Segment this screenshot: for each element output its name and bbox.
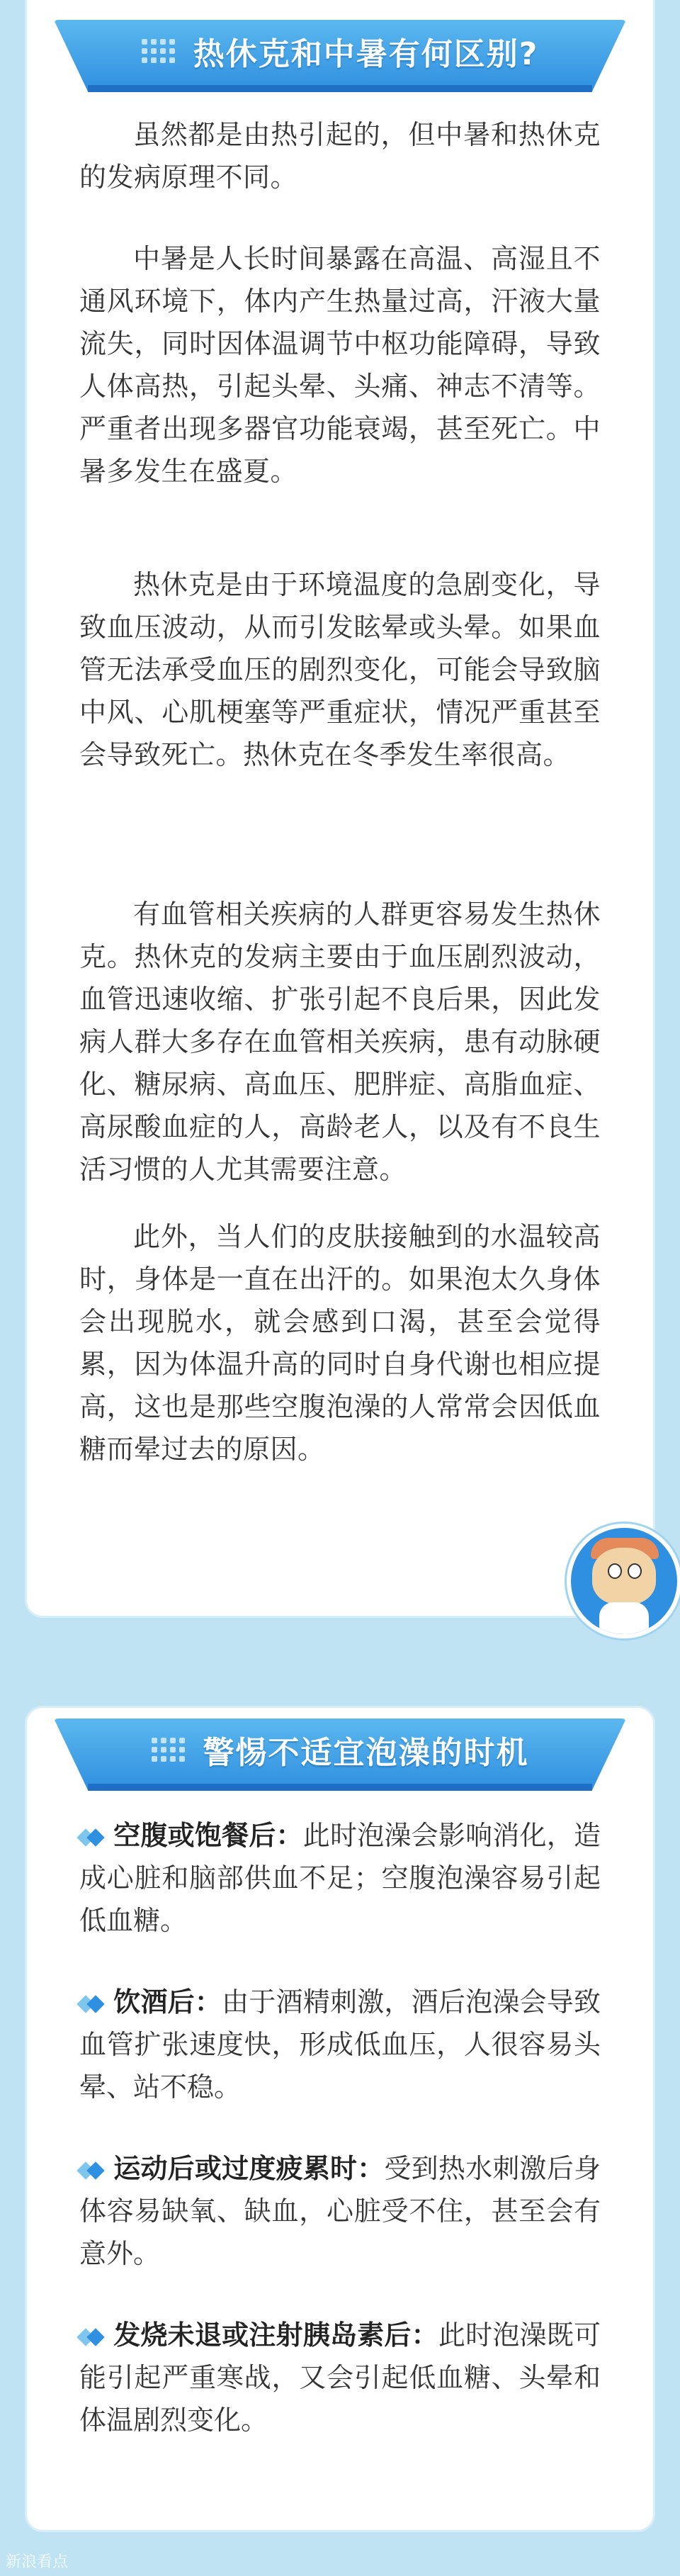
paragraph: 中暑是人长时间暴露在高温、高湿且不通风环境下，体内产生热量过高，汗液大量流失，同时因体温调节中枢功能障碍，导致人体高热，引起头晕、头痛、神志不清等。严重者出现多器官功能衰竭，甚至死亡。中暑多发生在盛夏。: [79, 243, 601, 487]
dots-decoration-icon: [142, 39, 175, 63]
watermark: 新浪看点: [6, 2553, 69, 2571]
paragraph-block: [27, 893, 653, 1191]
item-text: 此时泡澡会影响消化，造成心脏和脑部供血不足；空腹泡澡容易引起低血糖。: [79, 1820, 601, 1936]
paragraph-block: [27, 237, 653, 493]
item-label: 饮酒后：: [113, 1986, 222, 2018]
paragraph-block: [27, 1215, 653, 1470]
section-title: 热休克和中暑有何区别?: [193, 36, 539, 72]
dots-decoration-icon: [152, 1738, 185, 1762]
diamond-bullet-icon: [79, 2161, 108, 2180]
diamond-bullet-icon: [79, 1828, 108, 1847]
paragraph: 此外，当人们的皮肤接触到的水温较高时，身体是一直在出汗的。如果泡太久身体会出现脱水，就会感到口渴，甚至会觉得累，因为体温升高的同时自身代谢也相应提高，这也是那些空腹泡澡的人常常会因低血糖而晕过去的原因。: [79, 1221, 601, 1465]
item-label: 发烧未退或注射胰岛素后：: [113, 2319, 438, 2351]
section-title: 警惕不适宜泡澡的时机: [203, 1735, 529, 1771]
list-item: [27, 2147, 653, 2275]
section-banner-difference: [54, 20, 626, 92]
list-item: [27, 1981, 653, 2108]
mascot-avatar-icon: [567, 1524, 680, 1638]
paragraph: 虽然都是由热引起的，但中暑和热休克的发病原理不同。: [79, 119, 601, 193]
list-item: [27, 2314, 653, 2441]
item-label: 空腹或饱餐后：: [113, 1820, 303, 1851]
item-text: 此时泡澡既可能引起严重寒战，又会引起低血糖、头晕和体温剧烈变化。: [79, 2319, 601, 2436]
paragraph: 有血管相关疾病的人群更容易发生热休克。热休克的发病主要由于血压剧烈波动，血管迅速收缩、扩张引起不良后果，因此发病人群大多存在血管相关疾病，患有动脉硬化、糖尿病、高血压、肥胖症、高脂血症、高尿酸血症的人，高龄老人，以及有不良生活习惯的人尤其需要注意。: [79, 899, 601, 1185]
list-item: [27, 1814, 653, 1942]
diamond-bullet-icon: [79, 1995, 108, 2013]
paragraph: 热休克是由于环境温度的急剧变化，导致血压波动，从而引发眩晕或头晕。如果血管无法承受血压的剧烈变化，可能会导致脑中风、心肌梗塞等严重症状，情况严重甚至会导致死亡。热休克在冬季发生率很高。: [79, 569, 601, 770]
diamond-bullet-icon: [79, 2328, 108, 2346]
item-text: 受到热水刺激后身体容易缺氧、缺血，心脏受不住，甚至会有意外。: [79, 2153, 601, 2269]
paragraph-block: [27, 563, 653, 776]
item-label: 运动后或过度疲累时：: [113, 2153, 385, 2184]
paragraph-block: [27, 113, 653, 198]
section-banner-timing: [54, 1719, 626, 1791]
item-text: 由于酒精刺激，酒后泡澡会导致血管扩张速度快，形成低血压，人很容易头晕、站不稳。: [79, 1986, 601, 2103]
